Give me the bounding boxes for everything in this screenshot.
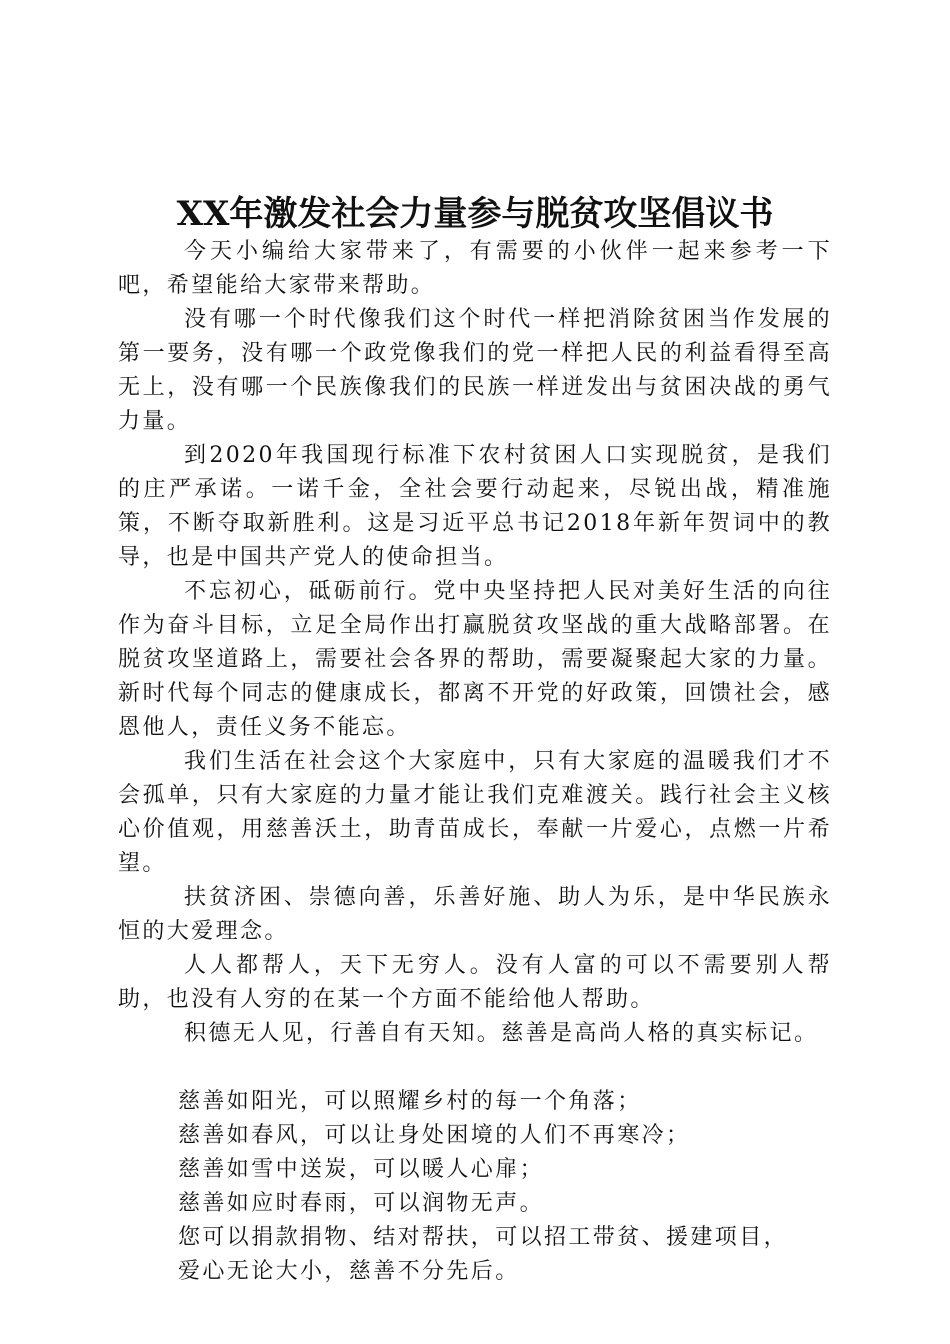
paragraph: 没有哪一个时代像我们这个时代一样把消除贫困当作发展的第一要务，没有哪一个政党像我们的党一样把人民的利益看得至高无上，没有哪一个民族像我们的民族一样迸发出与贫困决战的勇气力量。 — [118, 307, 832, 434]
verse-line: 慈善如雪中送炭，可以暖人心扉； — [178, 1157, 545, 1182]
paragraph: 到2020年我国现行标准下农村贫困人口实现脱贫，是我们的庄严承诺。一诺千金，全社会要行动起来，尽锐出战，精准施策，不断夺取新胜利。这是习近平总书记2018年新年贺词中的教导，也是中国共产党人的使命担当。 — [118, 443, 832, 570]
blank-line — [118, 1051, 832, 1085]
verse-line: 慈善如春风，可以让身处困境的人们不再寒冷； — [178, 1123, 691, 1148]
verse-line: 慈善如应时春雨，可以润物无声。 — [178, 1191, 545, 1216]
document-title: XX年激发社会力量参与脱贫攻坚倡议书 — [176, 194, 774, 234]
paragraph: 扶贫济困、崇德向善，乐善好施、助人为乐，是中华民族永恒的大爱理念。 — [118, 885, 832, 944]
paragraph: 我们生活在社会这个大家庭中，只有大家庭的温暖我们才不会孤单，只有大家庭的力量才能让我们克难渡关。践行社会主义核心价值观，用慈善沃土，助青苗成长，奉献一片爱心，点燃一片希望。 — [118, 749, 832, 876]
paragraph: 人人都帮人，天下无穷人。没有人富的可以不需要别人帮助，也没有人穷的在某一个方面不能给他人帮助。 — [118, 953, 832, 1012]
paragraph: 积德无人见，行善自有天知。慈善是高尚人格的真实标记。 — [184, 1021, 819, 1046]
document-body — [118, 235, 832, 1289]
paragraph: 不忘初心，砥砺前行。党中央坚持把人民对美好生活的向往作为奋斗目标，立足全局作出打赢脱贫攻坚战的重大战略部署。在脱贫攻坚道路上，需要社会各界的帮助，需要凝聚起大家的力量。新时代每个同志的健康成长，都离不开党的好政策，回馈社会，感恩他人，责任义务不能忘。 — [118, 579, 832, 740]
verse-line: 您可以捐款捐物、结对帮扶，可以招工带贫、援建项目， — [178, 1225, 789, 1250]
verse-line: 爱心无论大小，慈善不分先后。 — [178, 1259, 520, 1284]
verse-line: 慈善如阳光，可以照耀乡村的每一个角落； — [178, 1089, 642, 1114]
paragraph-intro: 今天小编给大家带来了，有需要的小伙伴一起来参考一下吧，希望能给大家带来帮助。 — [118, 239, 832, 298]
